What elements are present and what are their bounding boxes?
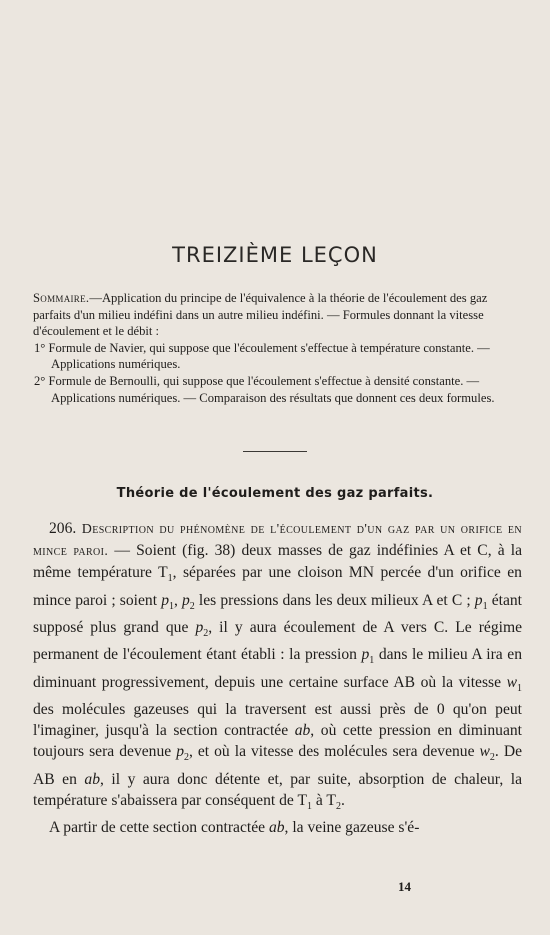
paragraph-number: 206. xyxy=(49,520,77,537)
summary-label: Sommaire. xyxy=(33,291,90,305)
paragraph-206: 206. Description du phénomène de l'écoulement d'un gaz par un orifice en mince paroi. — Soient (fig. 38) deux masses de gaz indéfinies A et C, à la même température $T_1$, séparées par une cloison MN percée d'un orifice en mince paroi ; soient $p_1$, $p_2$ les pressions dans les deux milieux A et C ; $p_1$ étant supposé plus grand que $p_2$, il y aura écoulement de A vers C. Le régime permanent de l'écoulement étant établi : la pression $p_1$ dans le milieu A ira en diminuant progressivement, depuis une certaine surface AB où la vitesse $w_1$ des molécules gazeuses qui la traversent est aussi près de 0 qu'on peut l'imaginer, jusqu'à la section contractée ab, où cette pression en diminuant toujours sera devenue $p_2$, et où la vitesse des molécules sera devenue $w_2$. De AB en ab, il y aura donc détente et, par suite, absorption de chaleur, la température s'abaissera par conséquent de $T_1$ à $T_2$. xyxy=(33,520,523,812)
page-number: 14 xyxy=(398,879,411,894)
paragraph-continuation: A partir de cette section contractée ab, la veine gazeuse s'é- xyxy=(49,819,420,837)
section-heading: Théorie de l'écoulement des gaz parfaits. xyxy=(116,486,434,501)
summary-intro xyxy=(33,290,523,340)
summary-item-1-text: Formule de Navier, qui suppose que l'écoulement s'effectue à température constante. — Applications numériques. xyxy=(48,340,490,372)
separator-rule xyxy=(243,451,307,452)
summary-item-2 xyxy=(33,373,523,406)
summary-intro-text: —Application du principe de l'équivalence à la théorie de l'écoulement des gaz parfaits d'un milieu indéfini dans un autre milieu indéfini. — Formules donnant la vitesse d'écoulement et le débit : xyxy=(33,291,488,339)
body-text xyxy=(33,518,522,838)
summary-block xyxy=(33,290,523,406)
summary-item-1-number: 1° xyxy=(34,340,46,355)
paragraph-caption: Description du phénomène de l'écoulement d'un gaz par un orifice en mince paroi. xyxy=(33,522,522,560)
summary-item-1 xyxy=(33,340,523,373)
summary-item-2-text: Formule de Bernoulli, qui suppose que l'écoulement s'effectue à densité constante. — Applications numériques. — Comparaison des résultats que donnent ces deux formules. xyxy=(48,373,495,405)
lesson-title: TREIZIÈME LEÇON xyxy=(172,243,378,267)
summary-item-2-number: 2° xyxy=(34,373,46,388)
